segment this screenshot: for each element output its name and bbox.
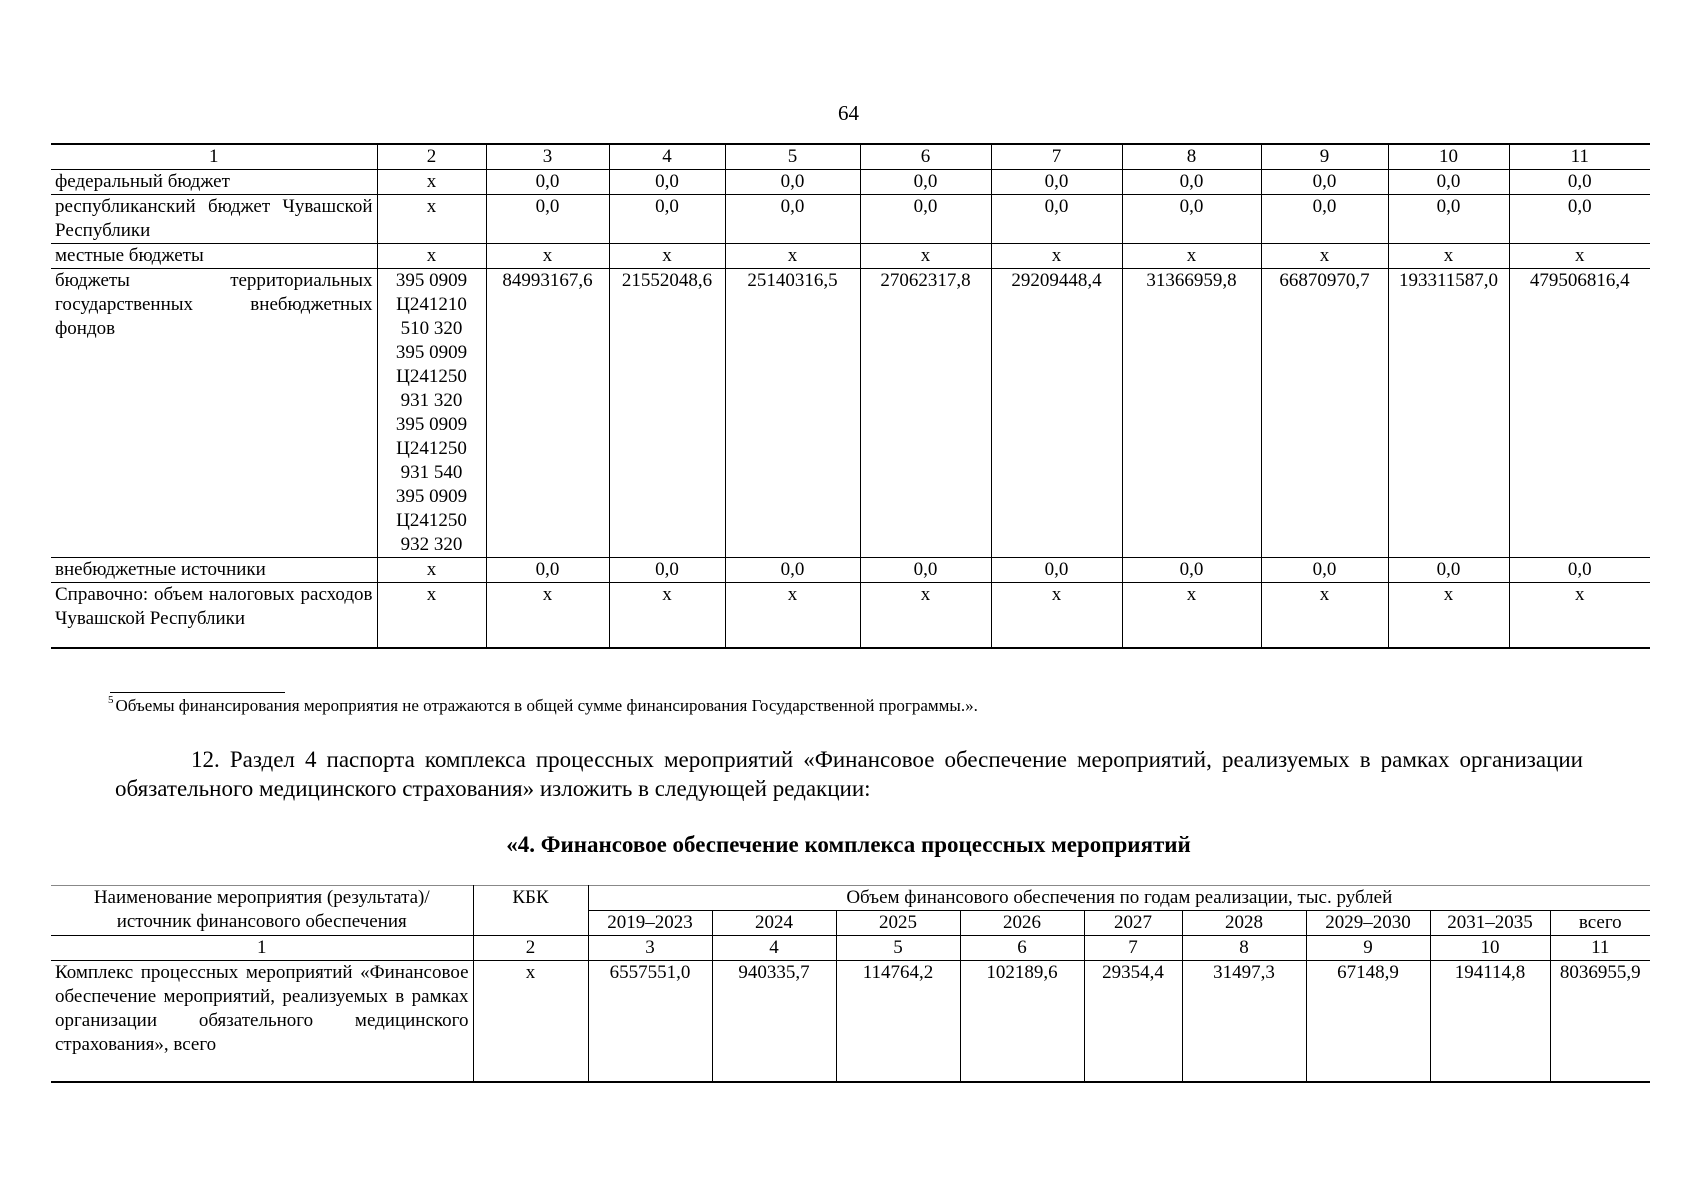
cell-value: 0,0 <box>609 558 725 583</box>
kbk-line: 395 0909 <box>395 486 468 507</box>
kbk-line: Ц241250 <box>396 438 467 459</box>
kbk-line: х <box>426 584 437 605</box>
row-name: внебюджетные источники <box>51 558 377 583</box>
cell-value: х <box>1509 244 1650 269</box>
cell-value: х <box>1388 244 1509 269</box>
cell-value: 0,0 <box>609 170 725 195</box>
cell-value: 0,0 <box>1388 170 1509 195</box>
kbk-line: Ц241250 <box>396 510 467 531</box>
row-kbk <box>377 558 486 583</box>
footnote <box>108 696 978 716</box>
cell-value: 940335,7 <box>712 961 836 1083</box>
column-number: 8 <box>1182 936 1306 961</box>
row-kbk <box>377 170 486 195</box>
year-header: 2028 <box>1182 911 1306 936</box>
cell-value: 0,0 <box>991 558 1122 583</box>
year-header: 2025 <box>836 911 960 936</box>
year-header: 2024 <box>712 911 836 936</box>
column-number: 4 <box>712 936 836 961</box>
kbk-line: 931 540 <box>400 462 463 483</box>
volume-header: Объем финансового обеспечения по годам реализации, тыс. рублей <box>588 886 1650 911</box>
cell-value: 66870970,7 <box>1261 269 1388 558</box>
table2-header-row <box>51 886 1650 911</box>
column-number: 3 <box>486 144 609 170</box>
cell-value: 194114,8 <box>1430 961 1550 1083</box>
cell-value: 193311587,0 <box>1388 269 1509 558</box>
column-number: 9 <box>1306 936 1430 961</box>
amendment-paragraph: 12. Раздел 4 паспорта комплекса процессных мероприятий «Финансовое обеспечение мероприятий, реализуемых в рамках организации обязательного медицинского страхования» изложить в следующей редакции: <box>115 747 1583 801</box>
cell-value: 0,0 <box>1261 170 1388 195</box>
cell-value: х <box>725 583 860 649</box>
footnote-separator <box>110 692 285 693</box>
column-number: 11 <box>1509 144 1650 170</box>
table-row <box>51 244 1650 269</box>
row-kbk <box>377 244 486 269</box>
column-number: 10 <box>1388 144 1509 170</box>
section-title: «4. Финансовое обеспечение комплекса процессных мероприятий <box>506 832 1191 857</box>
column-number: 9 <box>1261 144 1388 170</box>
table-row <box>51 961 1650 1083</box>
cell-value: 0,0 <box>1122 558 1261 583</box>
cell-value: х <box>1261 583 1388 649</box>
cell-value: 0,0 <box>486 170 609 195</box>
cell-value: х <box>1122 244 1261 269</box>
column-number: 8 <box>1122 144 1261 170</box>
cell-value: х <box>860 583 991 649</box>
cell-value: х <box>486 244 609 269</box>
cell-value: 0,0 <box>725 170 860 195</box>
footnote-mark: 5 <box>108 694 114 706</box>
kbk-line: х <box>426 559 437 580</box>
kbk-line: х <box>426 171 437 192</box>
year-header: 2026 <box>960 911 1084 936</box>
column-numbers-row <box>51 936 1650 961</box>
cell-value: 0,0 <box>1261 195 1388 244</box>
funding-sources-table <box>51 143 1650 649</box>
cell-value: х <box>609 244 725 269</box>
cell-value: х <box>1122 583 1261 649</box>
cell-value: х <box>991 244 1122 269</box>
cell-value: х <box>609 583 725 649</box>
financing-table <box>51 885 1650 1083</box>
cell-value: 29354,4 <box>1084 961 1182 1083</box>
cell-value: 8036955,9 <box>1550 961 1650 1083</box>
cell-value: 0,0 <box>725 558 860 583</box>
name-column-header: Наименование мероприятия (результата)/ источник финансового обеспечения <box>51 886 473 936</box>
kbk-line: х <box>426 196 437 217</box>
row-name: Комплекс процессных мероприятий «Финансовое обеспечение мероприятий, реализуемых в рамках организации обязательного медицинского страхования», всего <box>51 961 473 1083</box>
column-number: 5 <box>836 936 960 961</box>
cell-value: 67148,9 <box>1306 961 1430 1083</box>
cell-value: х <box>991 583 1122 649</box>
kbk-line: 395 0909 <box>395 414 468 435</box>
column-number: 1 <box>51 936 473 961</box>
row-kbk <box>377 583 486 649</box>
page-number: 64 <box>838 101 859 125</box>
cell-value: 0,0 <box>1122 195 1261 244</box>
cell-value: 114764,2 <box>836 961 960 1083</box>
table-row <box>51 170 1650 195</box>
year-header: 2027 <box>1084 911 1182 936</box>
cell-value: 31366959,8 <box>1122 269 1261 558</box>
row-name: федеральный бюджет <box>51 170 377 195</box>
cell-value: х <box>725 244 860 269</box>
column-number: 1 <box>51 144 377 170</box>
column-numbers-row <box>51 144 1650 170</box>
kbk-line: 931 320 <box>400 390 463 411</box>
row-name: бюджеты территориальных государственных внебюджетных фондов <box>51 269 377 558</box>
kbk-line: Ц241210 <box>396 294 467 315</box>
row-kbk <box>377 269 486 558</box>
cell-value: х <box>1509 583 1650 649</box>
row-kbk: х <box>473 961 588 1083</box>
cell-value: 31497,3 <box>1182 961 1306 1083</box>
row-name: Справочно: объем налоговых расходов Чувашской Республики <box>51 583 377 649</box>
column-number: 2 <box>473 936 588 961</box>
cell-value: 29209448,4 <box>991 269 1122 558</box>
kbk-line: 395 0909 <box>395 342 468 363</box>
table-row <box>51 583 1650 649</box>
year-header: 2031–2035 <box>1430 911 1550 936</box>
cell-value: х <box>1388 583 1509 649</box>
column-number: 11 <box>1550 936 1650 961</box>
table-row <box>51 195 1650 244</box>
cell-value: 0,0 <box>860 170 991 195</box>
row-kbk <box>377 195 486 244</box>
cell-value: 102189,6 <box>960 961 1084 1083</box>
year-header: 2019–2023 <box>588 911 712 936</box>
cell-value: 0,0 <box>486 558 609 583</box>
cell-value: 0,0 <box>1509 195 1650 244</box>
cell-value: 0,0 <box>1388 195 1509 244</box>
cell-value: 0,0 <box>1122 170 1261 195</box>
footnote-text: Объемы финансирования мероприятия не отражаются в общей сумме финансирования Государственной программы.». <box>115 696 978 715</box>
cell-value: 6557551,0 <box>588 961 712 1083</box>
cell-value: 0,0 <box>725 195 860 244</box>
cell-value: х <box>486 583 609 649</box>
year-header: всего <box>1550 911 1650 936</box>
cell-value: 0,0 <box>1509 170 1650 195</box>
kbk-column-header: КБК <box>473 886 588 936</box>
table-row <box>51 558 1650 583</box>
cell-value: 0,0 <box>860 558 991 583</box>
column-number: 5 <box>725 144 860 170</box>
cell-value: 479506816,4 <box>1509 269 1650 558</box>
column-number: 6 <box>960 936 1084 961</box>
column-number: 4 <box>609 144 725 170</box>
table-row <box>51 269 1650 558</box>
cell-value: х <box>860 244 991 269</box>
cell-value: 0,0 <box>1261 558 1388 583</box>
column-number: 3 <box>588 936 712 961</box>
cell-value: 0,0 <box>609 195 725 244</box>
cell-value: 0,0 <box>860 195 991 244</box>
kbk-line: 395 0909 <box>395 270 468 291</box>
cell-value: 25140316,5 <box>725 269 860 558</box>
kbk-line: 932 320 <box>400 534 463 555</box>
kbk-line: х <box>426 245 437 266</box>
column-number: 7 <box>1084 936 1182 961</box>
column-number: 10 <box>1430 936 1550 961</box>
cell-value: 27062317,8 <box>860 269 991 558</box>
cell-value: 0,0 <box>1509 558 1650 583</box>
cell-value: 0,0 <box>991 170 1122 195</box>
cell-value: 0,0 <box>1388 558 1509 583</box>
column-number: 2 <box>377 144 486 170</box>
kbk-line: 510 320 <box>400 318 463 339</box>
cell-value: 21552048,6 <box>609 269 725 558</box>
year-header: 2029–2030 <box>1306 911 1430 936</box>
kbk-line: Ц241250 <box>396 366 467 387</box>
cell-value: 0,0 <box>486 195 609 244</box>
row-name: республиканский бюджет Чувашской Республики <box>51 195 377 244</box>
cell-value: 0,0 <box>991 195 1122 244</box>
cell-value: 84993167,6 <box>486 269 609 558</box>
cell-value: х <box>1261 244 1388 269</box>
column-number: 6 <box>860 144 991 170</box>
row-name: местные бюджеты <box>51 244 377 269</box>
column-number: 7 <box>991 144 1122 170</box>
